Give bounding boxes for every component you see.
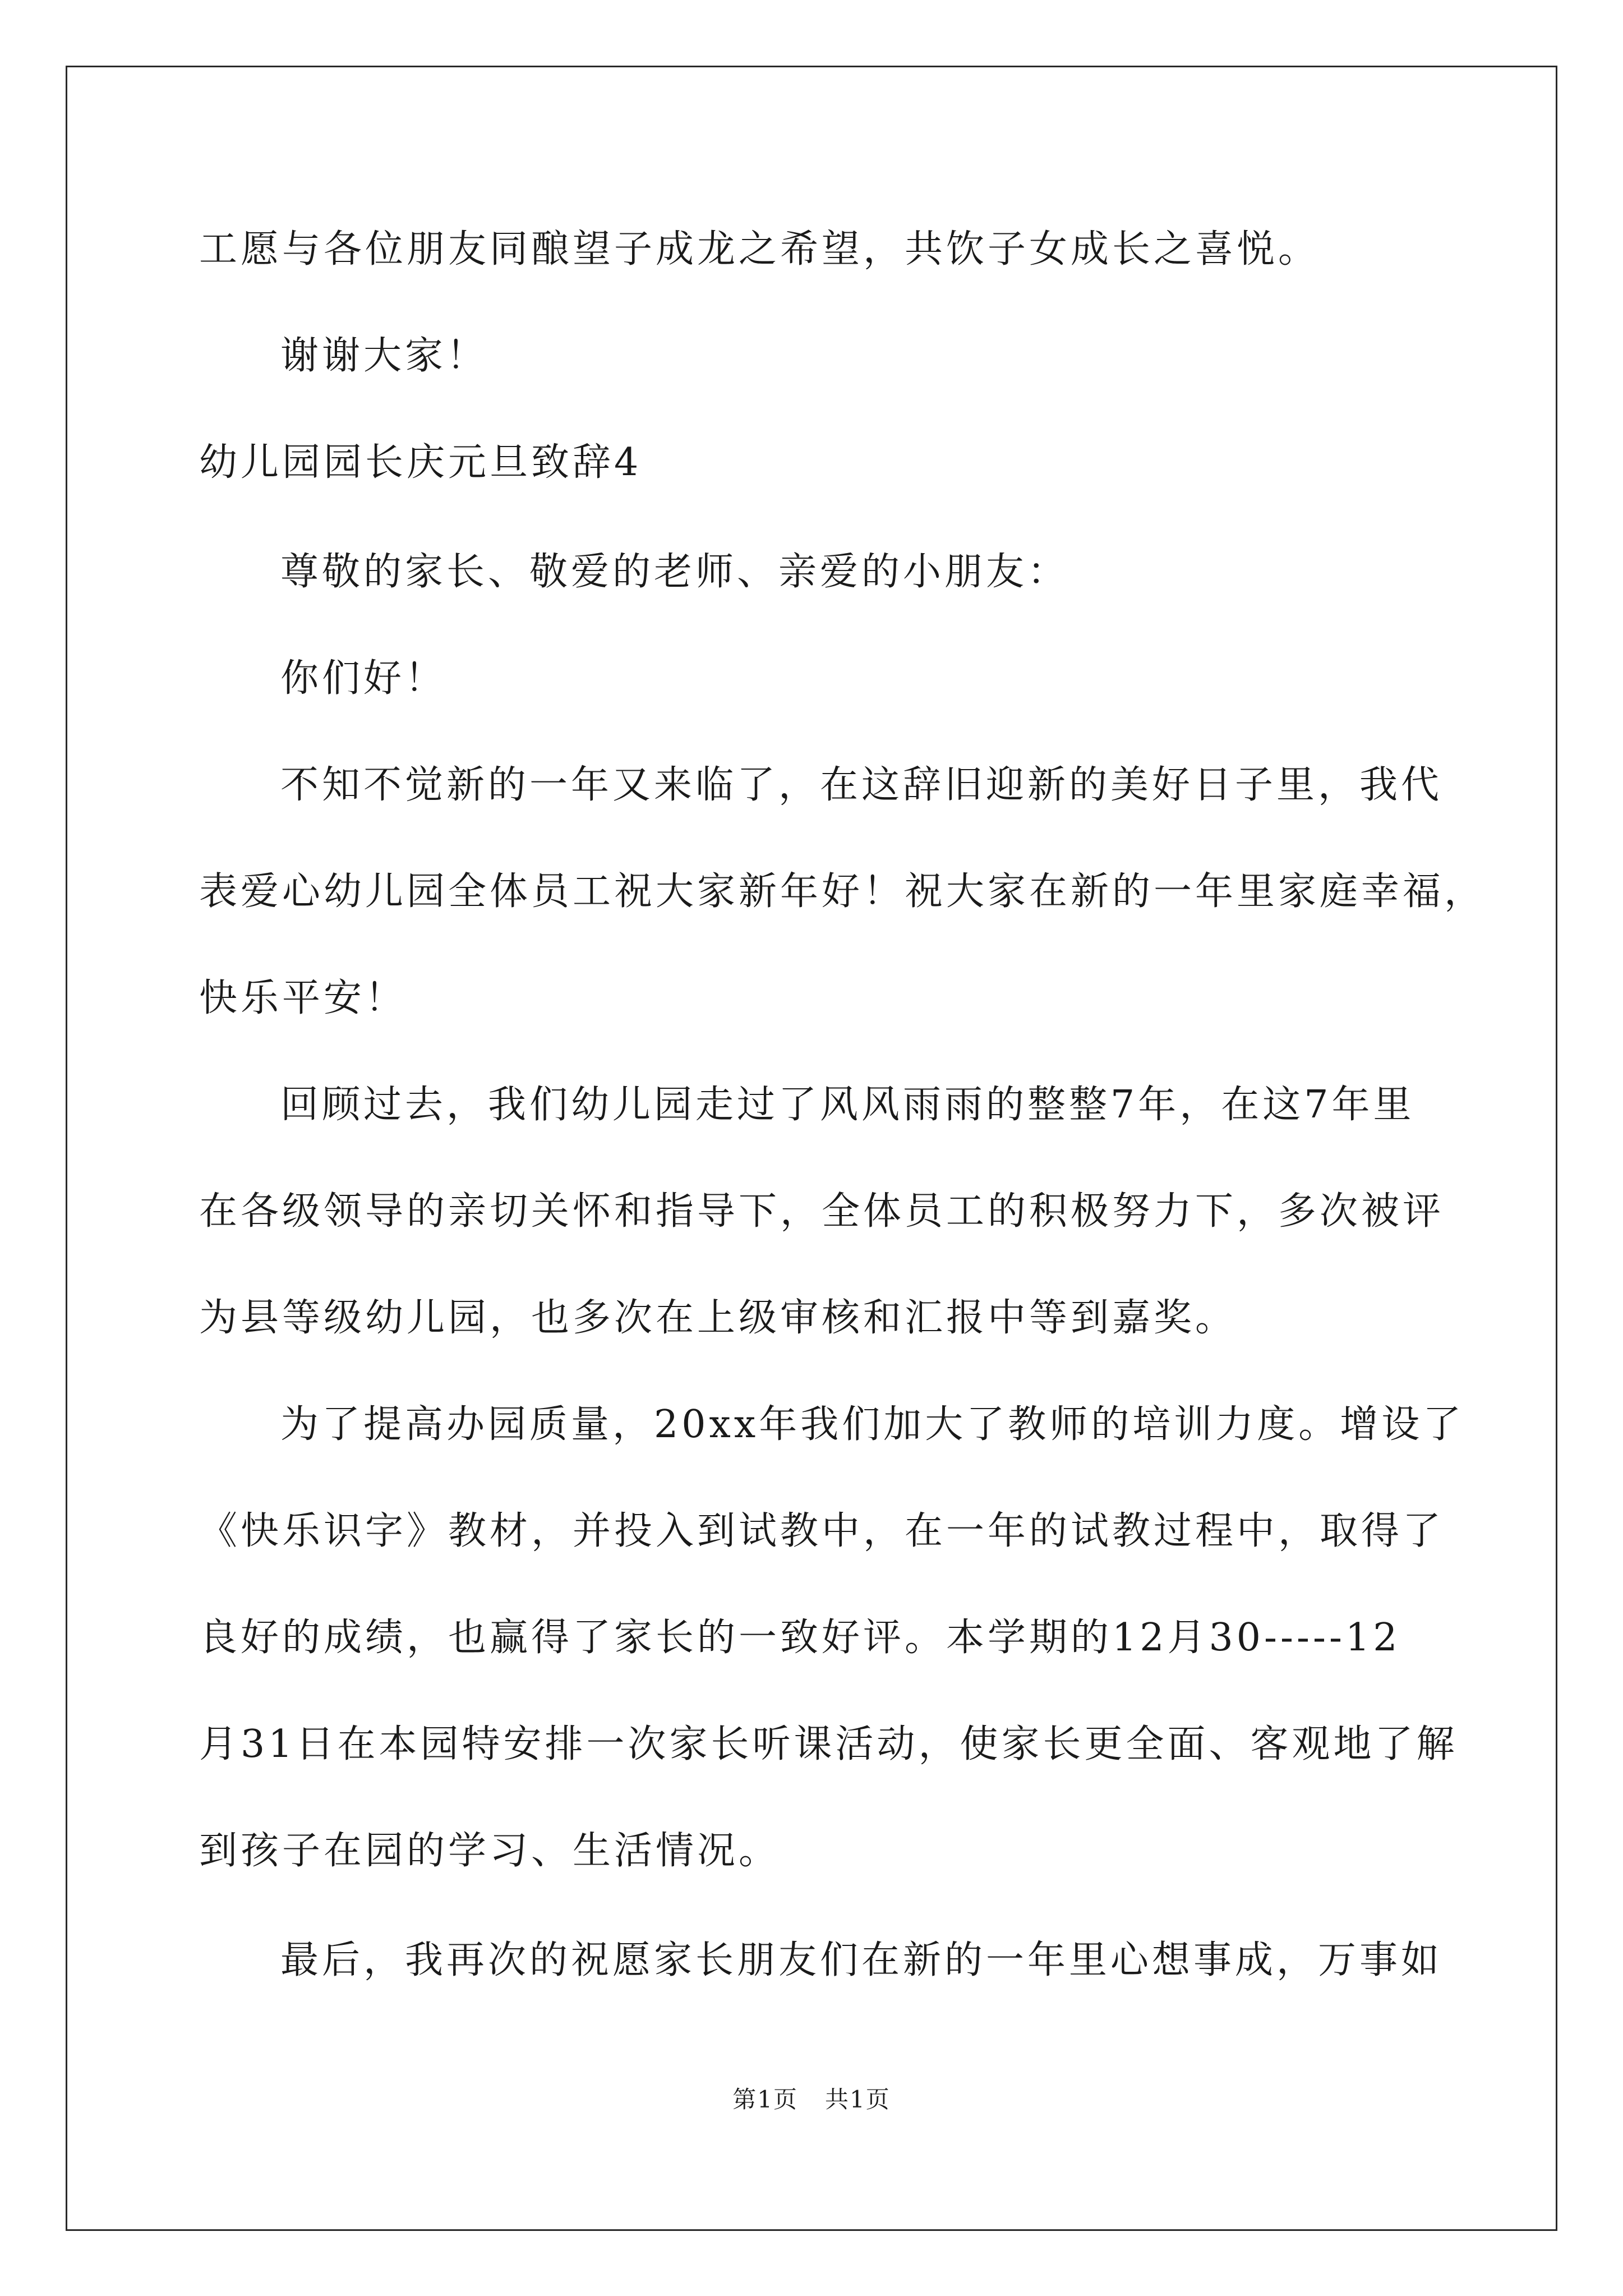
paragraph-line: 快乐平安！ xyxy=(199,976,407,1020)
paragraph-line: 《快乐识字》教材，并投入到试教中，在一年的试教过程中，取得了 xyxy=(199,1509,1445,1553)
paragraph-line: 最后，我再次的祝愿家长朋友们在新的一年里心想事成，万事如 xyxy=(280,1938,1443,1982)
salutation: 尊敬的家长、敬爱的老师、亲爱的小朋友： xyxy=(280,550,1069,594)
paragraph-line: 为县等级幼儿园，也多次在上级审核和汇报中等到嘉奖。 xyxy=(199,1296,1237,1340)
page-footer xyxy=(0,2084,1623,2115)
paragraph-line: 月31日在本园特安排一次家长听课活动，使家长更全面、客观地了解 xyxy=(199,1722,1458,1766)
paragraph-line: 到孩子在园的学习、生活情况。 xyxy=(199,1829,781,1873)
paragraph-line: 为了提高办园质量，20xx年我们加大了教师的培训力度。增设了 xyxy=(280,1402,1465,1447)
paragraph-line: 回顾过去，我们幼儿园走过了风风雨雨的整整7年，在这7年里 xyxy=(280,1083,1415,1127)
greeting: 你们好！ xyxy=(280,656,447,701)
page-border xyxy=(66,66,1557,2231)
paragraph-line: 表爱心幼儿园全体员工祝大家新年好！祝大家在新的一年里家庭幸福， xyxy=(199,869,1486,914)
paragraph-line: 工愿与各位朋友同酿望子成龙之希望，共饮子女成长之喜悦。 xyxy=(199,227,1320,272)
paragraph-line: 谢谢大家！ xyxy=(280,334,488,378)
section-heading: 幼儿园园长庆元旦致辞4 xyxy=(199,440,642,485)
paragraph-line: 在各级领导的亲切关怀和指导下，全体员工的积极努力下，多次被评 xyxy=(199,1189,1445,1234)
paragraph-line: 良好的成绩，也赢得了家长的一致好评。本学期的12月30-----12 xyxy=(199,1616,1401,1660)
page-total: 共1页 xyxy=(825,2086,891,2113)
page-number: 第1页 xyxy=(732,2086,798,2113)
paragraph-line: 不知不觉新的一年又来临了，在这辞旧迎新的美好日子里，我代 xyxy=(280,763,1443,807)
